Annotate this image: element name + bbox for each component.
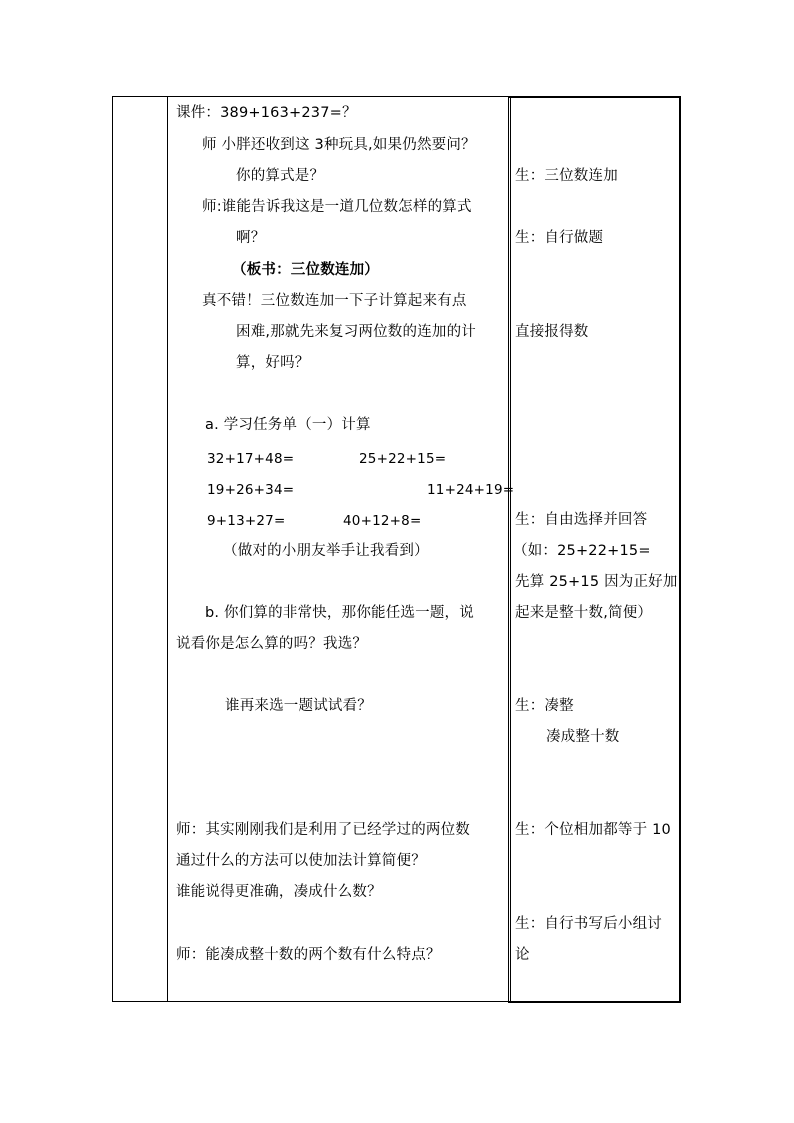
exercise-3: 19+26+34= — [207, 482, 295, 498]
teacher-summary-2: 通过什么的方法可以使加法计算简便？ — [176, 853, 426, 869]
teacher-summary-4: 师：能凑成整十数的两个数有什么特点？ — [176, 947, 441, 963]
table-bottom-border-bold — [508, 1001, 681, 1003]
teacher-praise-1: 真不错！三位数连加一下子计算起来有点 — [202, 293, 467, 309]
task-sheet-heading: a. 学习任务单（一）计算 — [205, 417, 371, 433]
teacher-question-2: 师:谁能告诉我这是一道几位数怎样的算式 — [202, 199, 472, 215]
student-response-12: 论 — [515, 947, 530, 963]
student-response-4: 生：自由选择并回答 — [515, 512, 648, 528]
column-divider-2-bold — [510, 96, 511, 1002]
blackboard-title: （板书：三位数连加） — [232, 262, 379, 278]
column-divider-1 — [167, 96, 168, 1002]
teacher-question-2b: 啊？ — [236, 230, 266, 246]
task-b-line-2: 说看你是怎么算的吗？我选？ — [176, 636, 368, 652]
student-response-3: 直接报得数 — [515, 324, 589, 340]
student-response-11: 生：自行书写后小组讨 — [515, 916, 662, 932]
teacher-summary-3: 谁能说得更准确，凑成什么数？ — [176, 884, 382, 900]
table-left-border — [112, 96, 113, 1002]
teacher-question-1b: 你的算式是？ — [236, 168, 325, 184]
courseware-line: 课件：389+163+237=？ — [176, 105, 357, 121]
teacher-question-1: 师 小胖还收到这 3种玩具,如果仍然要问？ — [202, 137, 476, 153]
student-response-2: 生：自行做题 — [515, 230, 604, 246]
student-response-5: （如：25+22+15= — [513, 543, 651, 559]
task-b-line-1: b. 你们算的非常快，那你能任选一题，说 — [205, 605, 474, 621]
exercise-1: 32+17+48= — [207, 451, 295, 467]
student-response-1: 生：三位数连加 — [515, 168, 618, 184]
exercise-4: 11+24+19= — [427, 482, 515, 498]
teacher-summary-1: 师：其实刚刚我们是利用了已经学过的两位数 — [176, 822, 470, 838]
exercise-2: 25+22+15= — [359, 451, 447, 467]
student-response-6: 先算 25+15 因为正好加 — [515, 574, 678, 590]
student-response-7: 起来是整十数,简便） — [515, 605, 653, 621]
teacher-instruction: （做对的小朋友举手让我看到） — [223, 543, 429, 559]
table-right-border — [679, 96, 681, 1002]
column-divider-2 — [508, 96, 509, 1002]
student-response-8: 生：凑整 — [515, 698, 574, 714]
student-response-10: 生：个位相加都等于 10 — [515, 822, 671, 838]
teacher-praise-2: 困难,那就先来复习两位数的连加的计 — [236, 324, 477, 340]
exercise-6: 40+12+8= — [343, 513, 422, 529]
exercise-5: 9+13+27= — [207, 513, 286, 529]
table-top-border-bold — [508, 96, 681, 98]
student-response-9: 凑成整十数 — [546, 729, 620, 745]
teacher-praise-3: 算，好吗？ — [236, 355, 310, 371]
teacher-followup: 谁再来选一题试试看？ — [225, 698, 372, 714]
